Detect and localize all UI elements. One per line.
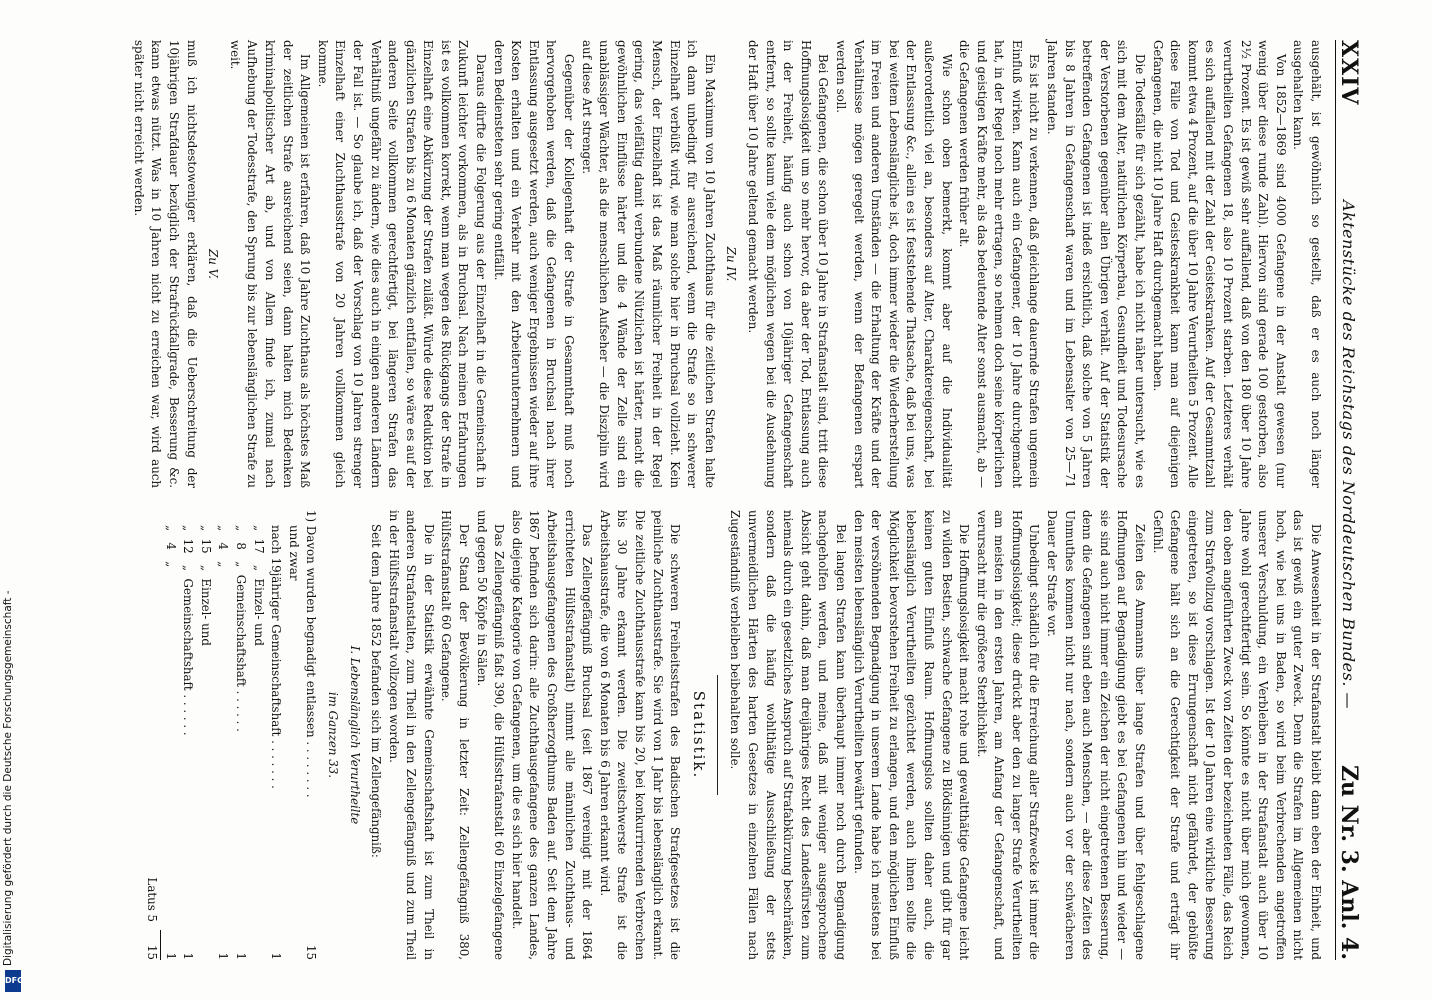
row-value: 1 <box>216 952 231 960</box>
paragraph: Bei Gefangenen, die schon über 10 Jahre in Strafanstalt sind, tritt diese Hoffnungslosigkeit um so mehr hervor, da aber der Tod, Entlassung auch in der Freiheit, häufig auch schon von 10jähriger Gefangenschaft entfernt, so sollte kaum viele dem möglichen wegen bei die Ausdehnung der Haft über 10 Jahre geltend gemacht werden. <box>746 40 831 488</box>
table-row <box>249 510 267 960</box>
digitization-footer <box>2 590 24 996</box>
paragraph: Die Anwesenheit in der Strafanstalt bleibt dann eben der Einheit, und das ist gewiß ein guter Zweck. Denn die Strafen im Allgemeinen nicht hoch, wie bei uns in Baden, so wird beim Verbrechenden angetroffen unserer Verschuldung, ein Verbleiben in der Strafanstalt auch über 10 Jahre wohl gerechtfertigt sein. So könnte es nicht über mich gewonnen, den oben angeführten Zweck von Zeiten der bezeichneten Fälle, das Reich zum Strafvollzug vorschlagen. Ist der 10 Jahren eine wirkliche Besserung eingetreten, so ist diese Errungenschaft nicht gefährdet, der gebüßte Gefangene hält sich an die Gerechtigkeit der Strafe und erträgt ihr Gefühl. <box>1150 510 1323 960</box>
paragraph: Wie schon oben bemerkt, kommt aber auf die Individualität außerordentlich viel an, besonders auf Alter, Charaktereigenschaft, bei der Entlassung &c., allein es ist feststehende Thatsache, daß bei uns, was bei weitem Lebenslängliche ist, doch immer wieder die Wiederherstellung im Freien und anderen Umständen — die Erhaltung der Kräfte und der Verhältnisse mögen geregelt werden, wenn der Befangenen erspart werden soll. <box>833 40 954 488</box>
row-value <box>196 930 214 960</box>
paragraph: Der Stand der Bevölkerung in letzter Zeit: Zellengefängniß 380, Hülfsstrafanstalt 60 Gefangene. <box>439 510 472 960</box>
row-value: 15 <box>304 944 319 960</box>
paragraph: Das Zellengefängniß faßt 390, die Hülfsstrafanstalt 60 Einzelgefangene und gegen 50 Köpfe in Sälen. <box>474 510 507 960</box>
table-row <box>196 510 214 960</box>
table-row <box>284 510 302 960</box>
paragraph: muß ich nichtsdestoweniger erklären, daß die Ueberschreitung der 10jährigen Strafdauer bezüglich der Strafrückfallgrade, Besserung &c. kann etwas nützt. Was in 10 Jahren nicht zu erreichen war, wird auch später nicht erreicht werden. <box>131 40 199 488</box>
row-label: „ 17 „ Einzel- und <box>251 510 266 646</box>
paragraph: ausgehält, ist gewöhnlich so gestellt, daß er es auch noch länger ausgehalten kann. <box>1291 40 1323 488</box>
paragraph: Die schweren Freiheitsstrafen des Badischen Strafgesetzes ist die peinliche Zuchthausstrafe. Sie wird von 1 Jahr bis lebenslänglich erkannt. Die zeitliche Zuchthausstrafe kann bis 20, bei konkurrirenden Verbrechen bis 30 Jahre erkannt werden. Die zweitschwerste Strafe ist die Arbeitshausstrafe, die von 6 Monaten bis 6 Jahren erkannt wird. <box>597 510 683 960</box>
issue-number: Zu Nr. 3. Anl. 4. <box>1336 764 1362 960</box>
subheading: im Ganzen 33. <box>325 691 340 779</box>
sum-value: 15 <box>142 930 160 960</box>
page-header <box>1335 40 1364 960</box>
section-title: Statistik. <box>689 690 708 780</box>
paragraph: Die Hoffnungslosigkeit macht rohe und gewaltthätige Gefangene leicht zu wilden Bestien, schwache Gefangene zu Blödsinnigen und gibt für gar keinen guten Einfluß Raum. Hoffnungslos sollten daher auch, die lebenslänglich Verurtheilten gezüchtet werden, auch ihnen sollte die Möglichkeit bevorstehen Freiheit zu erlangen, und den möglichen Einfluß der versöhnenden Begnadigung in unserem Lande habe ich meistens bei den meisten lebenslänglich Verurtheilten bewährt gefunden. <box>851 510 972 960</box>
table-row <box>267 510 285 960</box>
paragraph: Gegenüber der Kollegenhaft der Strafe in Gesammthaft muß noch hervorgehoben werden, daß die Gefangenen in Bruchsal nach ihrer Entlassung ausgesetzt werden, auch weniger Ergebnissen wieder auf ihre Kosten erhalten und ein Verkehr mit den Arbeiterunternehmern und deren Bediensteten sehr gering entfällt. <box>491 40 577 488</box>
paragraph: Die Todesfälle für sich gezählt, habe ich nicht näher untersucht, wie es sich mit dem Alter, natürlichen Körperbau, Gesundheit und Todesursache der Verstorbenen gegenüber allen Übrigen verhält. Auf der Statistik der betreffenden Gefangenen ist indeß ersichtlich, daß solche von 5 Jahren bis 8 Jahren in Gefangenschaft waren und im Lebensalter von 25—71 Jahren standen. <box>1045 40 1148 488</box>
table-sum-row <box>142 510 160 960</box>
row-label: nach 19jähriger Gemeinschaftshaft . . . . . . . <box>269 510 284 789</box>
section-divider <box>717 675 718 795</box>
row-value: 1 <box>181 952 196 960</box>
page-number: XXIV <box>1336 40 1362 106</box>
paragraph: Im Allgemeinen ist erfahren, daß 10 Jahre Zuchthaus als höchstes Maß der zeitlichen Strafe ausreichend seien, dann halten mich Bedenken kriminalpolitischer Art ab, und von Allem finde ich, zumal nach Aufhebung der Todesstrafe, den Sprung bis zur lebenslänglichen Strafe zu weit. <box>227 40 313 488</box>
row-value: 1 <box>163 952 178 960</box>
row-label: „ 4 „ <box>163 510 178 568</box>
paragraph: Das Zellengefängniß Bruchsal (seit 1867 vereinigt mit der 1864 errichteten Hülfsstrafanstalt) nimmt alle männlichen Zuchthaus- und Arbeitshausgefangenen des Großherzogthums Baden auf. Seit dem Jahre 1867 befinden sich darin: alle Zuchthausgefangene des ganzen Landes, also diejenige Kategorie von Gefangenen, um die es sich hier handelt. <box>509 510 595 960</box>
table-row <box>231 510 249 960</box>
row-label: „ 4 „ <box>216 510 231 568</box>
row-value: 1 <box>269 952 284 960</box>
row-value: 1 <box>233 952 248 960</box>
row-label: „ 8 „ Gemeinschaftshaft . . . . . . <box>233 510 248 732</box>
paragraph: Von 1852—1869 sind 4000 Gefangene in der Anstalt gewesen (nur wenig über diese runde Zahl). Hiervon sind gerade 100 gestorben, also 2½ Prozent. Es ist gewiß sehr auffallend, daß von den 180 über 10 Jahre verurtheilten Gefangenen 18, also 10 Prozent starben. Letzteres verhält es sich auffallend mit der Zahl der Geisteskranken. Auf der Gesammtzahl kommt etwa 4 Prozent, auf die über 10 Jahre Verurtheilten 5 Prozent. Alle diese Fälle von Tod und Geisteskrankheit kann man auf diejenigen Gefangenen, die nicht 10 Jahre Haft durchgemacht haben. <box>1150 40 1288 488</box>
table-row <box>161 510 179 960</box>
running-title: Aktenstücke des Reichstags des Norddeutschen Bundes. — <box>1339 200 1358 710</box>
dfg-logo: DFG <box>5 970 21 992</box>
row-label: und zwar <box>286 510 301 581</box>
right-column <box>142 510 1324 960</box>
paragraph: Zeiten des Ammanns über lange Strafen und über fehlgeschlagene Hoffnungen auf Begnadigung giebt es bei Gefangenen hin und wieder — sie sind auch nicht immer ein Zeichen der nicht eingetretenen Besserung, denn die Gefangenen sind eben auch Menschen, — aber diese Zeiten des Unmuthes kommen nicht nur nach, sondern auch vor der schwächeren Dauer der Strafe vor. <box>1045 510 1148 960</box>
table-row <box>179 510 197 960</box>
row-label: „ 12 „ Gemeinschaftshaft . . . . . . <box>181 510 196 736</box>
statistics-table <box>142 510 319 960</box>
paragraph: Daraus dürfte die Folgerung aus der Einzelhaft in die Gemeinschaft in Zukunft leichter vorkommen, als in Bruchsal. Nach meinen Erfahrungen ist es vollkommen korrekt, wenn man wegen des Rückgangs der Strafe in Einzelhaft eine Abkürzung der Strafen zuläßt. Würde diese Reduktion bei gänzlichen Strafen bis zu 6 Monaten gänzlich entfallen, so wäre es auf der anderen Seite vollkommen gerechtfertigt, bei längeren Strafen das Verhältniß ungefähr zu ändern, wie dies auch in einigen anderen Ländern der Fall ist. — So glaube ich, daß der Vorschlag von 10 Jahren strenger Einzelhaft einer Zuchthausstrafe von 20 Jahren vollkommen gleich komme. <box>315 40 489 488</box>
paragraph: Unbedingt schädlich für die Erreichung aller Strafzwecke ist immer die Hoffnungslosigkeit; diese drückt aber den zu langer Strafe Verurtheilten am meisten in den ersten Jahren, am Anfang der Gefangenschaft, und verursacht mir die größere Sterblichkeit. <box>974 510 1042 960</box>
row-label: „ 15 „ Einzel- und <box>198 510 213 646</box>
paragraph: Die in der Statistik erwähnte Gemeinschaftshaft ist zum Theil in anderen Strafanstalten, zum Theil in den Zellengefängniß und zum Theil in der Hülfsstrafanstalt vollzogen worden. <box>386 510 436 960</box>
subheading-zu-iv: Zu IV. <box>724 246 739 282</box>
left-column <box>129 40 1324 488</box>
row-value <box>284 930 302 960</box>
paragraph: Ein Maximum von 10 Jahren Zuchthaus für die zeitlichen Strafen halte ich dann unbedingt für ausreichend, wenn die Strafe so in schwerer Einzelhaft verbüßt wird, wie man solche hier in Bruchsal vollzieht. Kein Mensch, der Einzelhaft ist das Maß räumlicher Freiheit in der Regel gering, das vielfältig damit verbundene Nützlichen ist härter, macht die gewöhnlichen Einflüsse härter und die 4 Wände der Zelle sind ein unablässiger Wächter, als die menschlichen Aufseher — die Disziplin wird auf diese Art strenger. <box>579 40 717 488</box>
sum-label: Latus 5 <box>145 877 160 922</box>
table-row <box>302 510 320 960</box>
row-value <box>249 930 267 960</box>
row-label: 1) Davon wurden begnadigt entlassen . . . . . . . . <box>304 510 319 798</box>
paragraph: Bei langen Strafen kann überhaupt immer noch durch Begnadigung nachgeholfen werden, und meine, daß mit weniger ausgesprochene Absicht geht dahin, daß man dreijähriges Recht des Landesfürsten zum niemals durch ein gesetzliches Anspruch auf Strafabkürzung beschränken, sondern daß die häufig wohlthätige Ausschließung der stets unvermeidlichen Härten des harten Gesetzes in einzelnen Fällen nach Zugeständniß verbleiben beibehalten solle. <box>728 510 848 960</box>
subheading-zu-v: Zu V. <box>206 249 221 279</box>
subheading: I. Lebenslänglich Verurtheilte <box>347 645 362 825</box>
paragraph: Seit dem Jahre 1852 befanden sich im Zellengefängniß: <box>369 524 384 858</box>
table-row <box>214 510 232 960</box>
paragraph: Es ist nicht zu verkennen, daß gleichlange dauernde Strafen ungemein Einfluß wirken. Kann auch ein Gefangener, der 10 Jahre durchgemacht hat, in der Regel noch mehr ertragen, so nehmen doch seine körperlichen und geistigen Kräfte mehr, als das bedeutende Alter sonst ausmacht, ab — die Gefangenen werden früher alt. <box>957 40 1042 488</box>
footer-text: Digitalisierung gefördert durch die Deutsche Forschungsgemeinschaft - <box>2 590 14 966</box>
